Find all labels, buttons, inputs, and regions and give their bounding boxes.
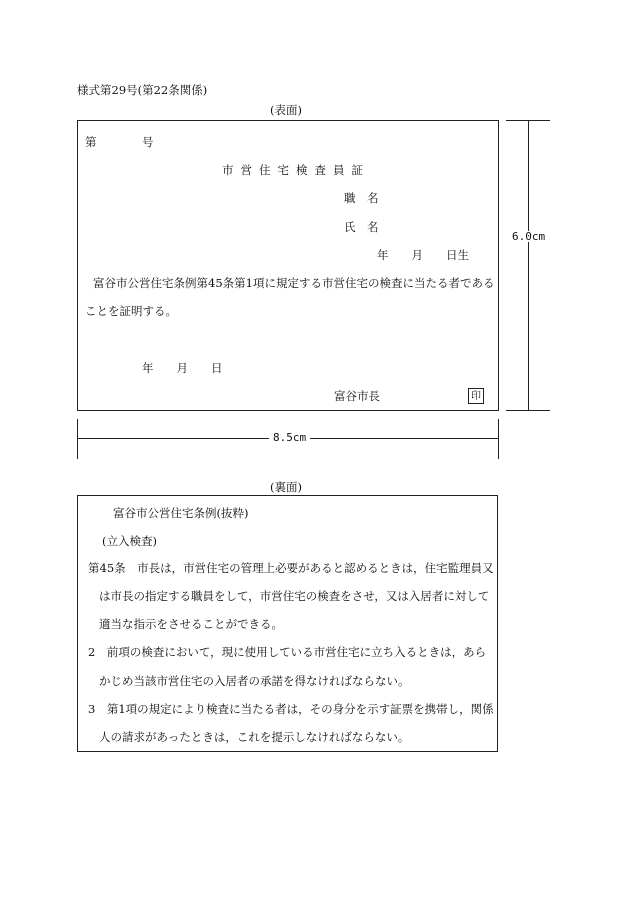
seal-icon: 印 [468, 388, 484, 404]
form-title: 様式第29号(第22条関係) [77, 83, 208, 97]
front-caption: (表面) [270, 103, 302, 117]
section-heading: (立入検査) [102, 534, 157, 548]
ordinance-line: かじめ当該市営住宅の入居者の承諾を得なければならない。 [99, 674, 410, 688]
width-dimension-right-tick [498, 419, 499, 459]
card-title: 市営住宅検査員証 [222, 163, 370, 177]
certification-text-line1: 富谷市公営住宅条例第45条第1項に規定する市営住宅の検査に当たる者である [93, 276, 495, 290]
birth-date: 年 月 日生 [377, 248, 469, 262]
width-dimension-left-tick [77, 419, 78, 459]
number-suffix: 号 [142, 135, 154, 149]
ordinance-line: 人の請求があったときは，これを提示しなければならない。 [99, 730, 410, 744]
ordinance-line: 2 前項の検査において，現に使用している市営住宅に立ち入るときは，あら [88, 645, 487, 659]
height-dimension-label: 6.0cm [508, 231, 549, 242]
number-prefix: 第 [85, 135, 97, 149]
ordinance-line: 第45条 市長は，市営住宅の管理上必要があると認めるときは，住宅監理員又 [88, 561, 494, 575]
issuer: 富谷市長 [334, 389, 380, 403]
ordinance-line: 適当な指示をさせることができる。 [99, 617, 283, 631]
name-label: 氏 名 [344, 220, 379, 234]
height-dimension-line [528, 120, 529, 410]
width-dimension-label: 8.5cm [269, 432, 310, 443]
issue-date: 年 月 日 [142, 361, 223, 375]
position-label: 職 名 [344, 191, 379, 205]
height-dimension-bottom-tick [506, 410, 550, 411]
ordinance-line: 3 第1項の規定により検査に当たる者は，その身分を示す証票を携帯し，関係 [88, 702, 494, 716]
certification-text-line2: ことを証明する。 [85, 304, 177, 318]
ordinance-title: 富谷市公営住宅条例(抜粋) [113, 506, 249, 520]
ordinance-line: は市長の指定する職員をして，市営住宅の検査をさせ，又は入居者に対して [99, 589, 490, 603]
front-card [77, 120, 499, 411]
back-caption: (裏面) [270, 480, 302, 494]
back-card [77, 495, 498, 752]
